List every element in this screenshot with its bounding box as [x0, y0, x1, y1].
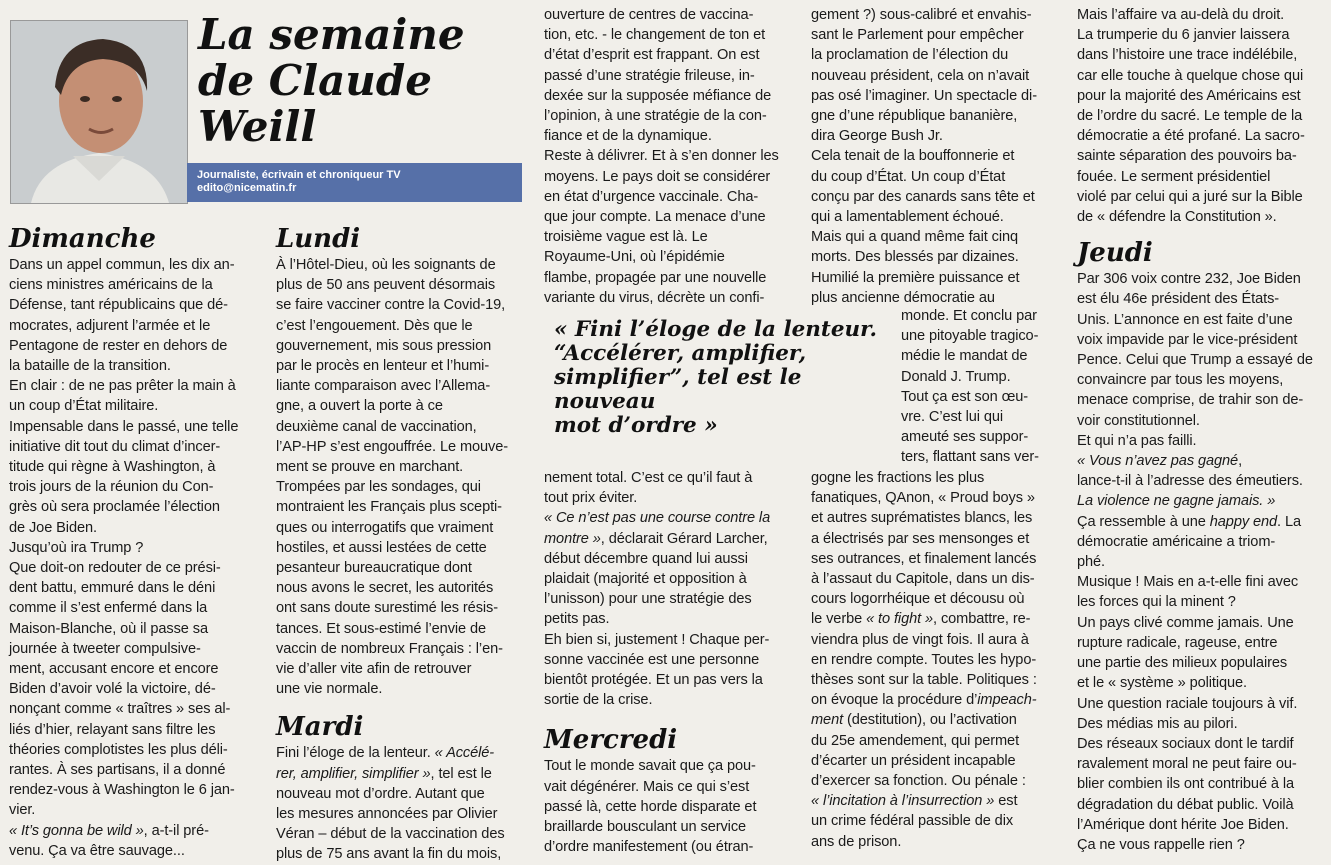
pull-quote: « Fini l’éloge de la lenteur. “Accélérer, amplifier, simplifier”, tel est le nouveau mot d’ordre »	[554, 317, 878, 438]
lundi-text: À l’Hôtel-Dieu, où les soignants de plus de 50 ans peuvent désormais se faire vacciner contre la Covid-19, c’est l’engouement. Dès que le gouvernement, mis sous pression par le procès en lenteur et l’humi- liante comparaison avec l’Allema- gne, a ouvert la porte à ce deuxième canal de vaccination, l’AP-HP s’est engouffrée. Le mouve- ment se prouve en marchant. Trompées par les sondages, qui montraient les Français plus scepti- ques ou interrogatifs que vraiment hostiles, et aussi lestées de cette pesanteur bureaucratique dont nous avons le secret, les autorités ont sans doute surestimé les résis- tances. Et sous-estimé l’envie de vaccin de nombreux Français : l’en- vie d’aller vite afin de retrouver une vie normale.	[276, 257, 509, 698]
mardi-text	[276, 743, 526, 864]
column-3	[544, 5, 794, 308]
page-title	[198, 12, 518, 150]
jeudi-quote1: « Vous n’avez pas gagné	[1077, 453, 1239, 470]
heading-mercredi: Mercredi	[544, 725, 678, 756]
title-line-2: de Claude Weill	[198, 56, 432, 151]
author-role: Journaliste, écrivain et chroniqueur TV	[197, 169, 401, 181]
col4-low-q2: impeach- ment	[811, 692, 1037, 729]
jeudi-start: Par 306 voix contre 232, Joe Biden est élu 46e président des États- Unis. L’annonce en est faite d’une voix impavide par le vice-président Pence. Celui que Trump a essayé de convaincre par tous les moyens, menace comprise, de trahir son de- voir constitutionnel. Et qui n’a pas failli.	[1077, 271, 1313, 449]
dimanche-body: Dans un appel commun, les dix an- ciens ministres américains de la Défense, tant républicains que dé- mocrates, adjurent l’armée et le Pentagone de rester en dehors de la bataille de la transition. En clair : de ne pas prêter la main à un coup d’État militaire. Impensable dans le passé, une telle initiative dit tout du climat d’incer- titude qui règne à Washington, à trois jours de la réunion du Con- grès où sera proclamée l’élection de Joe Biden. Jusqu’où ira Trump ? Que doit-on redouter de ce prési- dent battu, emmuré dans le déni comme il s’est enfermé dans la Maison-Blanche, où il passe sa journée à tweeter compulsive- ment, accusant encore et encore Biden d’avoir volé la victoire, dé- nonçant comme « traîtres » ses al- liés d’hier, relayant sans filtre les théories complotistes les plus déli- rantes. À ses partisans, il a donné rendez-vous à Washington le 6 jan- vier.	[9, 257, 239, 819]
col3-low-quote: « Ce n’est pas une course contre la montre »	[544, 510, 771, 547]
col4-after-quote-text: monde. Et conclu par une pitoyable tragico- médie le mandat de Donald J. Trump. Tout ça est son œu- vre. C’est lui qui ameuté ses suppor- ters, flattant sans ver-	[901, 308, 1039, 466]
column-2	[276, 225, 526, 865]
col3-top-text: ouverture de centres de vaccina- tion, etc. - le changement de ton et d’état d’esprit est frappant. On est passé d’une stratégie frileuse, in- dexée sur la supposée méfiance de l’opinion, à une stratégie de la con- fiance et de la dynamique. Reste à délivrer. Et à s’en donner les moyens. Le pays doit se considérer en état d’urgence vaccinale. Cha- que jour compte. La menace d’une troisième vague est là. Le Royaume-Uni, où l’épidémie flambe, propagée par une nouvelle variante du virus, décrète un confi-	[544, 7, 779, 306]
col4-low-text	[811, 468, 1061, 852]
mercredi-text: Tout le monde savait que ça pou- vait dégénérer. Mais ce qui s’est passé là, cette horde disparate et braillarde bousculant un service d’ordre manifestement (ou étran-	[544, 758, 757, 856]
jeudi-mid2: Ça ressemble à une	[1077, 513, 1206, 530]
jeudi-end: . La démocratie américaine a triom- phé. Musique ! Mais en a-t-elle fini avec les forces qui la minent ? Un pays clivé comme jamais. Une rupture radicale, rageuse, entre une partie des milieux populaires et le « système » politique. Une question raciale toujours à vif. Des médias mis au pilori. Des réseaux sociaux dont le tardif ravalement moral ne peut faire ou- blier combien ils ont contribué à la dégradation du débat public. Voilà l’Amérique dont hérite Joe Biden. Ça ne vous rappelle rien ?	[1077, 513, 1301, 853]
column-3-lower	[544, 468, 794, 857]
col4-low-end: est un crime fédéral passible de dix ans de prison.	[811, 793, 1018, 850]
heading-dimanche: Dimanche	[9, 224, 156, 254]
column-1	[9, 225, 259, 861]
col3-low-end: , déclarait Gérard Larcher, début décembre quand lui aussi plaidait (majorité et opposition à l’unisson) pour une stratégie des petits pas. Eh bien si, justement ! Chaque per- sonne vaccinée est une personne bientôt protégée. Et un pas vers la sortie de la crise.	[544, 530, 770, 709]
dimanche-end: , a-t-il pré- venu. Ça va être sauvage...	[9, 822, 209, 859]
col4-low-mid2: (destitution), ou l’activation du 25e amendement, qui permet d’écarter un président incapable d’exercer sa fonction. Ou pénale :	[811, 712, 1026, 790]
mardi-quote: « Accélé- rer, amplifier, simplifier »	[276, 745, 495, 782]
column-4	[811, 5, 1061, 308]
column-4-beside-quote	[901, 306, 1061, 468]
jeudi-text	[1077, 269, 1327, 855]
heading-mardi: Mardi	[276, 712, 364, 743]
col5-top-text: Mais l’affaire va au-delà du droit. La trumperie du 6 janvier laissera dans l’histoire une trace indélébile, car elle touche à quelque chose qui pour la majorité des Américains est de l’ordre du sacré. Le temple de la démocratie a été profané. La sacro- sainte séparation des pouvoirs ba- fouée. Le serment présidentiel violé par celui qui a juré sur la Bible de « défendre la Constitution ».	[1077, 7, 1305, 226]
jeudi-mid1: , lance-t-il à l’adresse des émeutiers.	[1077, 453, 1303, 490]
col4-low-q1: « to fight »	[866, 611, 934, 628]
author-email[interactable]: edito@nicematin.fr	[197, 182, 297, 194]
column-4-lower	[811, 468, 1061, 852]
heading-lundi: Lundi	[276, 224, 361, 254]
col3-low-text	[544, 468, 794, 710]
mardi-start: Fini l’éloge de la lenteur.	[276, 745, 435, 762]
mardi-end: , tel est le nouveau mot d’ordre. Autant que les mesures annoncées par Olivier Véran – début de la vaccination des plus de 75 ans avant la fin du mois,	[276, 765, 505, 863]
dimanche-quote: « It’s gonna be wild »	[9, 822, 144, 839]
jeudi-quote3: happy end	[1209, 513, 1278, 530]
jeudi-quote2: La violence ne gagne jamais. »	[1077, 493, 1276, 510]
col4-low-q3: « l’incitation à l’insurrection »	[811, 793, 995, 810]
column-5	[1077, 5, 1327, 855]
title-line-1: La semaine	[198, 10, 465, 59]
col3-low-start: nement total. C’est ce qu’il faut à tout prix éviter.	[544, 470, 753, 507]
col4-low-start: gogne les fractions les plus fanatiques, QAnon, « Proud boys » et autres suprématistes blancs, les a électrisés par ses mensonges et ses outrances, et finalement lancés à l’assaut du Capitole, dans un dis- cours logorrhéique et décousu où le verbe	[811, 470, 1037, 628]
heading-jeudi: Jeudi	[1077, 238, 1153, 269]
byline-bar	[187, 163, 522, 202]
dimanche-text	[9, 255, 259, 861]
author-portrait	[10, 20, 188, 204]
col4-low-mid: , combattre, re- viendra plus de vingt fois. Il aura à en rendre compte. Toutes les hypo- thèses sont sur la table. Politiques : on évoque la procédure d’	[811, 611, 1037, 709]
col4-top-text: gement ?) sous-calibré et envahis- sant le Parlement pour empêcher la proclamation de l’élection du nouveau président, cela on n’avait pas osé l’imaginer. Un spectacle di- gne d’une république bananière, dira George Bush Jr. Cela tenait de la bouffonnerie et du coup d’État. Un coup d’État conçu par des canards sans tête et qui a lamentablement échoué. Mais qui a quand même fait cinq morts. Des blessés par dizaines. Humilié la première puissance et plus ancienne démocratie au	[811, 7, 1037, 306]
